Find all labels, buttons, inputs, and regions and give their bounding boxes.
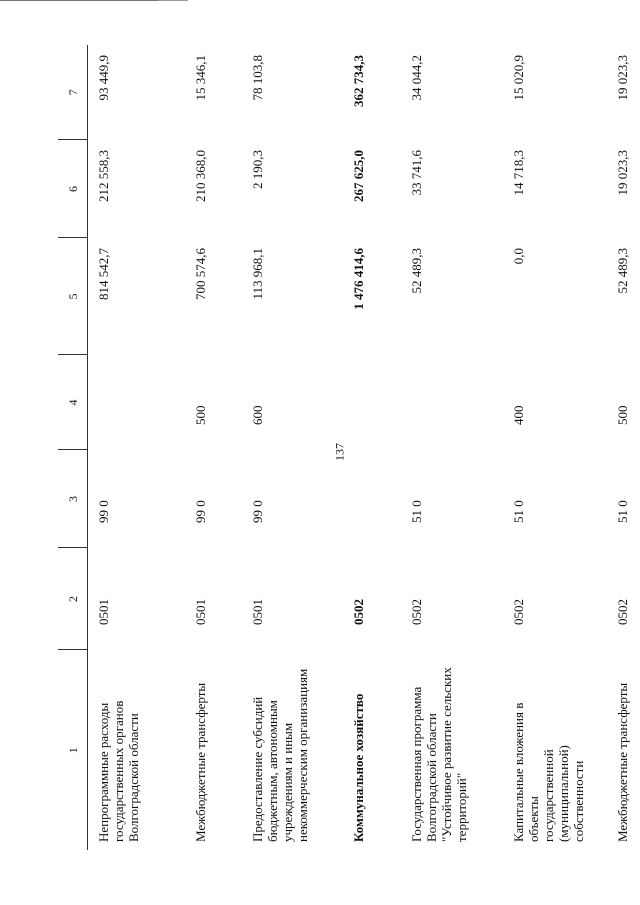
row-name: Межбюджетные трансферты xyxy=(193,682,208,842)
program-code xyxy=(343,450,401,548)
table-row-section-total xyxy=(343,45,401,850)
expense-type-code xyxy=(88,355,186,450)
amount-col7: 362 734,3 xyxy=(351,55,366,107)
table-row xyxy=(185,45,242,850)
program-code: 99 0 xyxy=(193,500,208,523)
expense-type-code: 400 xyxy=(511,405,526,425)
row-name: Предоставление субсидий бюджетным, автономным учреждениям и иным некоммерческим организациям xyxy=(250,668,310,842)
expense-type-code xyxy=(343,355,401,450)
amount-col7: 78 103,8 xyxy=(250,55,265,101)
budget-table xyxy=(58,45,640,850)
row-name: Непрограммные расходы государственных органов Волгоградской области xyxy=(96,700,141,842)
program-code: 99 0 xyxy=(96,500,111,523)
amount-col7: 19 023,3 xyxy=(615,55,630,101)
header-cell: 3 xyxy=(58,450,88,548)
amount-col6: 210 368,0 xyxy=(193,150,208,202)
program-code: 51 0 xyxy=(409,500,424,523)
row-name: Капитальные вложения в объекты государственной (муниципальной) собственности xyxy=(511,702,586,842)
header-cell: 5 xyxy=(58,238,88,355)
amount-col5: 814 542,7 xyxy=(96,248,111,300)
page-number: 137 xyxy=(332,443,347,461)
header-cell: 6 xyxy=(58,140,88,238)
expense-type-code xyxy=(401,355,503,450)
header-cell: 4 xyxy=(58,355,88,450)
row-name: Государственная программа Волгоградской области "Устойчивое развитие сельских территорий" xyxy=(409,667,469,842)
amount-col5: 0,0 xyxy=(511,248,526,265)
header-cell: 7 xyxy=(58,45,88,140)
program-code: 51 0 xyxy=(511,500,526,523)
amount-col6: 14 718,3 xyxy=(511,150,526,196)
row-name: Межбюджетные трансферты xyxy=(615,682,630,842)
amount-col6: 19 023,3 xyxy=(615,150,630,196)
section-code: 0502 xyxy=(351,599,366,625)
expense-type-code: 600 xyxy=(250,405,265,425)
table-row xyxy=(401,45,503,850)
amount-col6: 2 190,3 xyxy=(250,150,265,189)
table-row xyxy=(503,45,607,850)
row-name: Коммунальное хозяйство xyxy=(351,693,366,842)
section-code: 0502 xyxy=(615,599,630,625)
amount-col7: 93 449,9 xyxy=(96,55,111,101)
expense-type-code: 500 xyxy=(193,405,208,425)
rotated-table-container xyxy=(58,45,630,850)
section-code: 0501 xyxy=(250,599,265,625)
scan-edge-line xyxy=(158,0,188,1)
amount-col6: 33 741,6 xyxy=(409,150,424,196)
section-code: 0501 xyxy=(193,599,208,625)
amount-col6: 212 558,3 xyxy=(96,150,111,202)
table-row xyxy=(607,45,640,850)
amount-col5: 113 968,1 xyxy=(250,248,265,300)
amount-col5: 52 489,3 xyxy=(409,248,424,294)
amount-col7: 15 346,1 xyxy=(193,55,208,101)
program-code: 51 0 xyxy=(615,500,630,523)
amount-col7: 34 044,2 xyxy=(409,55,424,101)
table-row xyxy=(88,45,186,850)
header-cell: 1 xyxy=(58,650,88,850)
amount-col7: 15 020,9 xyxy=(511,55,526,101)
amount-col5: 52 489,3 xyxy=(615,248,630,294)
table-row xyxy=(242,45,343,850)
header-cell: 2 xyxy=(58,548,88,650)
section-code: 0501 xyxy=(96,599,111,625)
table-header-row xyxy=(58,45,88,850)
amount-col6: 267 625,0 xyxy=(351,150,366,202)
section-code: 0502 xyxy=(511,599,526,625)
program-code: 99 0 xyxy=(250,500,265,523)
section-code: 0502 xyxy=(409,599,424,625)
expense-type-code: 500 xyxy=(615,405,630,425)
amount-col5: 700 574,6 xyxy=(193,248,208,300)
amount-col5: 1 476 414,6 xyxy=(351,248,366,310)
